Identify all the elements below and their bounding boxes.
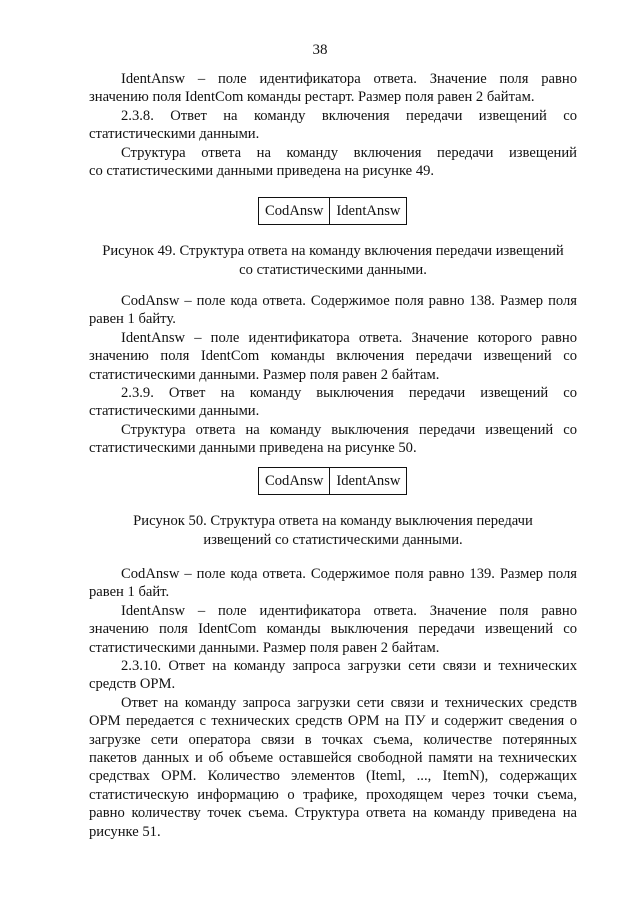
page-number: 38 [312, 42, 328, 58]
figure-50-structure [258, 467, 407, 495]
field-cell-identansw: IdentAnsw [329, 468, 406, 494]
caption-line: со статистическими данными. [239, 262, 427, 278]
paragraph-line: статистическими данными приведена на рисунке 50. [89, 440, 417, 457]
paragraph-line: равен 1 байт. [89, 584, 170, 601]
section-heading-line: средств ОРМ. [89, 676, 176, 693]
section-heading-line: 2.3.9. Ответ на команду выключения передачи извещений со [121, 385, 577, 402]
paragraph-line: IdentAnsw – поле идентификатора ответа. Значение которого равно [121, 329, 577, 346]
text-block-2 [89, 292, 577, 458]
paragraph-line: средствах ОРМ. Количество элементов (Iteml, ..., ItemN), содержащих [89, 768, 577, 785]
paragraph-line: статистическую информацию о трафике, проходящем через точки съема, [89, 786, 577, 803]
paragraph-line: загрузке сети оператора связи в точках съема, количестве потерянных [89, 731, 577, 748]
caption-line: Рисунок 49. Структура ответа на команду включения передачи извещений [102, 243, 564, 259]
paragraph-line: значению поля IdentCom команды включения передачи извещений со [89, 348, 577, 365]
section-heading-line: статистическими данными. [89, 403, 260, 420]
paragraph-line: CodAnsw – поле кода ответа. Содержимое поля равно 138. Размер поля [121, 293, 577, 309]
figure-49-caption [89, 242, 577, 280]
figure-50-caption [89, 512, 577, 550]
paragraph-line: ОРМ передается с технических средств ОРМ на ПУ и содержит сведения о [89, 713, 577, 730]
paragraph-line: значению поля IdentCom команды выключения передачи извещений со [89, 621, 577, 638]
field-cell-codansw: CodAnsw [265, 473, 324, 489]
paragraph-line: равен 1 байту. [89, 311, 176, 328]
figure-49-structure [258, 197, 407, 225]
paragraph-line: равно количеству точек съема. Структура ответа на команду приведена на [89, 805, 577, 822]
paragraph-line: Структура ответа на команду включения передачи извещений [121, 144, 577, 161]
paragraph-line: со статистическими данными приведена на рисунке 49. [89, 163, 435, 180]
paragraph-line: IdentAnsw – поле идентификатора ответа. Значение поля равно [121, 71, 577, 87]
paragraph-line: Ответ на команду запроса загрузки сети связи и технических средств [121, 694, 577, 711]
paragraph-line: рисунке 51. [89, 823, 161, 840]
caption-line: Рисунок 50. Структура ответа на команду выключения передачи [133, 513, 533, 529]
section-heading-line: 2.3.8. Ответ на команду включения передачи извещений со [121, 107, 577, 124]
section-heading-line: 2.3.10. Ответ на команду запроса загрузки сети связи и технических [121, 658, 577, 675]
paragraph-line: значению поля IdentCom команды рестарт. Размер поля равен 2 байтам. [89, 89, 535, 106]
paragraph-line: пакетов данных и об объеме оставшейся свободной памяти на технических [89, 750, 577, 767]
text-block-3 [89, 565, 577, 841]
text-block-1 [89, 70, 577, 180]
section-heading-line: статистическими данными. [89, 126, 260, 143]
paragraph-line: CodAnsw – поле кода ответа. Содержимое поля равно 139. Размер поля [121, 566, 577, 582]
paragraph-line: IdentAnsw – поле идентификатора ответа. Значение поля равно [121, 602, 577, 619]
field-cell-codansw: CodAnsw [265, 203, 324, 219]
paragraph-line: статистическими данными. Размер поля равен 2 байтам. [89, 639, 440, 656]
caption-line: извещений со статистическими данными. [203, 532, 463, 548]
paragraph-line: статистическими данными. Размер поля равен 2 байтам. [89, 366, 440, 383]
paragraph-line: Структура ответа на команду выключения передачи извещений со [121, 421, 577, 438]
field-cell-identansw: IdentAnsw [329, 198, 406, 224]
